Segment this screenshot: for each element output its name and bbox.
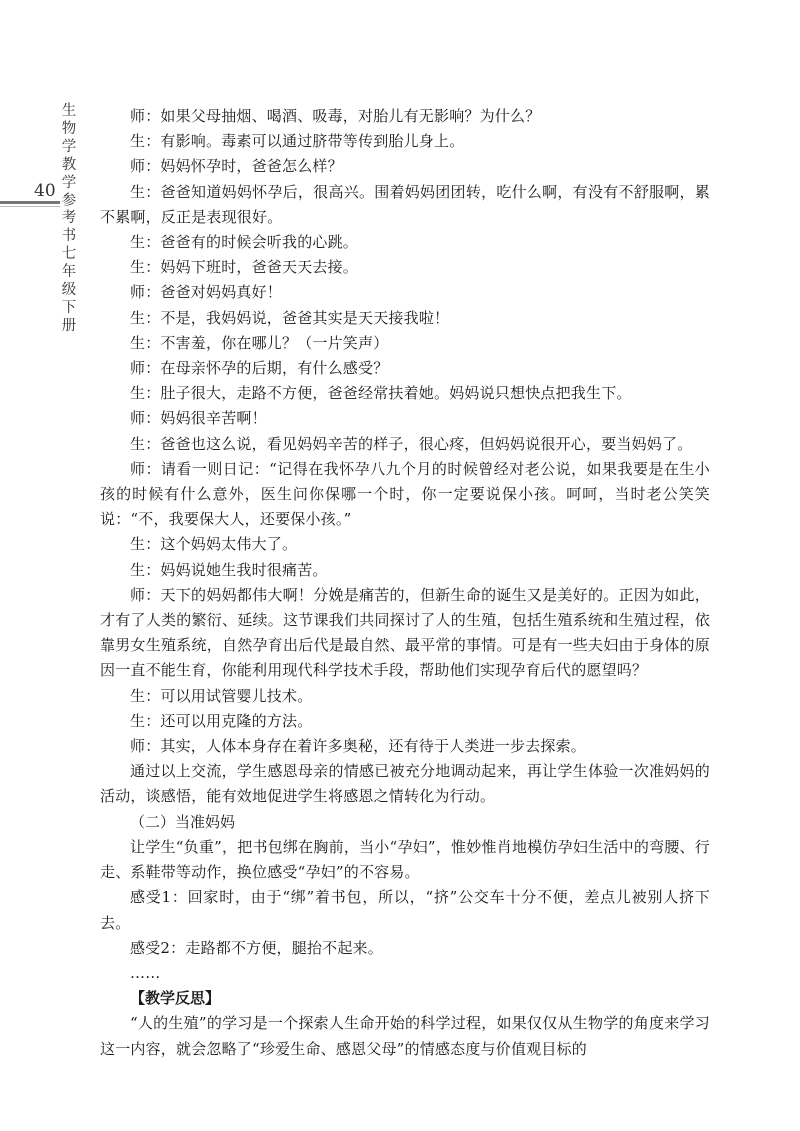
paragraph: 师：妈妈很辛苦啊！: [130, 409, 267, 428]
paragraph: 感受2：走路都不方便，腿抬不起来。: [130, 938, 383, 957]
ellipsis: ……: [130, 963, 161, 982]
paragraph: 师：妈妈怀孕时，爸爸怎么样？: [130, 157, 343, 176]
paragraph: 生：还可以用克隆的方法。: [130, 711, 313, 730]
paragraph: 师：在母亲怀孕的后期，有什么感受？: [130, 359, 389, 378]
paragraph: 师：爸爸对妈妈真好！: [130, 283, 283, 302]
paragraph: 生：爸爸也这么说，看见妈妈辛苦的样子，很心疼，但妈妈说很开心，要当妈妈了。: [130, 434, 693, 453]
book-title-vertical: 生物学教学参考书七年级下册: [61, 103, 77, 334]
paragraph: 生：妈妈下班时，爸爸天天去接。: [130, 258, 359, 277]
paragraph: 生：不害羞，你在哪儿？（一片笑声）: [130, 333, 389, 352]
page-number: 40: [34, 181, 56, 201]
paragraph: 生：肚子很大，走路不方便，爸爸经常扶着她。妈妈说只想快点把我生下。: [130, 384, 632, 403]
margin-rule: [0, 201, 60, 204]
paragraph: 师：如果父母抽烟、喝酒、吸毒，对胎儿有无影响？为什么？: [130, 107, 541, 125]
paragraph: 生：可以用试管婴儿技术。: [130, 686, 313, 705]
paragraph: 师：天下的妈妈都伟大啊！分娩是痛苦的，但新生命的诞生又是美好的。正因为如此，才有了人类的繁衍、延续。这节课我们共同探讨了人的生殖，包括生殖系统和生殖过程，依靠男女生殖系统，自然孕育出后代是最自然、最平常的事情。可是有一些夫妇由于身体的原因一直不能生育，你能利用现代科学技术手段，帮助他们实现孕育后代的愿望吗？: [100, 585, 710, 680]
paragraph: 生：不是，我妈妈说，爸爸其实是天天接我啦！: [130, 308, 450, 327]
paragraph: 师：其实，人体本身存在着许多奥秘，还有待于人类进一步去探索。: [130, 737, 587, 756]
paragraph: 师：请看一则日记：“记得在我怀孕八九个月的时候曾经对老公说，如果我要是在生小孩的时候有什么意外，医生问你保哪一个时，你一定要说保小孩。呵呵，当时老公笑笑说：“不，我要保大人，还要保小孩。”: [100, 459, 710, 529]
body-text: [100, 104, 710, 1062]
paragraph: 生：这个妈妈太伟大了。: [130, 535, 298, 554]
paragraph: 生：爸爸有的时候会听我的心跳。: [130, 233, 359, 252]
paragraph: “人的生殖”的学习是一个探索人生命开始的科学过程，如果仅仅从生物学的角度来学习这一内容，就会忽略了“珍爱生命、感恩父母”的情感态度与价值观目标的: [100, 1014, 710, 1058]
paragraph: 感受1：回家时，由于“绑”着书包，所以，“挤”公交车十分不便，差点儿被别人挤下去。: [100, 888, 710, 932]
paragraph: 让学生“负重”，把书包绑在胸前，当小“孕妇”，惟妙惟肖地模仿孕妇生活中的弯腰、行走、系鞋带等动作，换位感受“孕妇”的不容易。: [100, 837, 710, 882]
margin-rule-shadow: [0, 206, 60, 207]
paragraph: 生：有影响。毒素可以通过脐带等传到胎儿身上。: [130, 132, 465, 151]
paragraph: 通过以上交流，学生感恩母亲的情感已被充分地调动起来，再让学生体验一次准妈妈的活动，谈感悟，能有效地促进学生将感恩之情转化为行动。: [100, 762, 710, 806]
reflection-heading: 【教学反思】: [130, 989, 221, 1008]
paragraph: 生：爸爸知道妈妈怀孕后，很高兴。围着妈妈团团转，吃什么啊，有没有不舒服啊，累不累啊，反正是表现很好。: [100, 182, 710, 226]
paragraph: 生：妈妈说她生我时很痛苦。: [130, 560, 328, 579]
section-heading: （二）当准妈妈: [130, 812, 236, 831]
